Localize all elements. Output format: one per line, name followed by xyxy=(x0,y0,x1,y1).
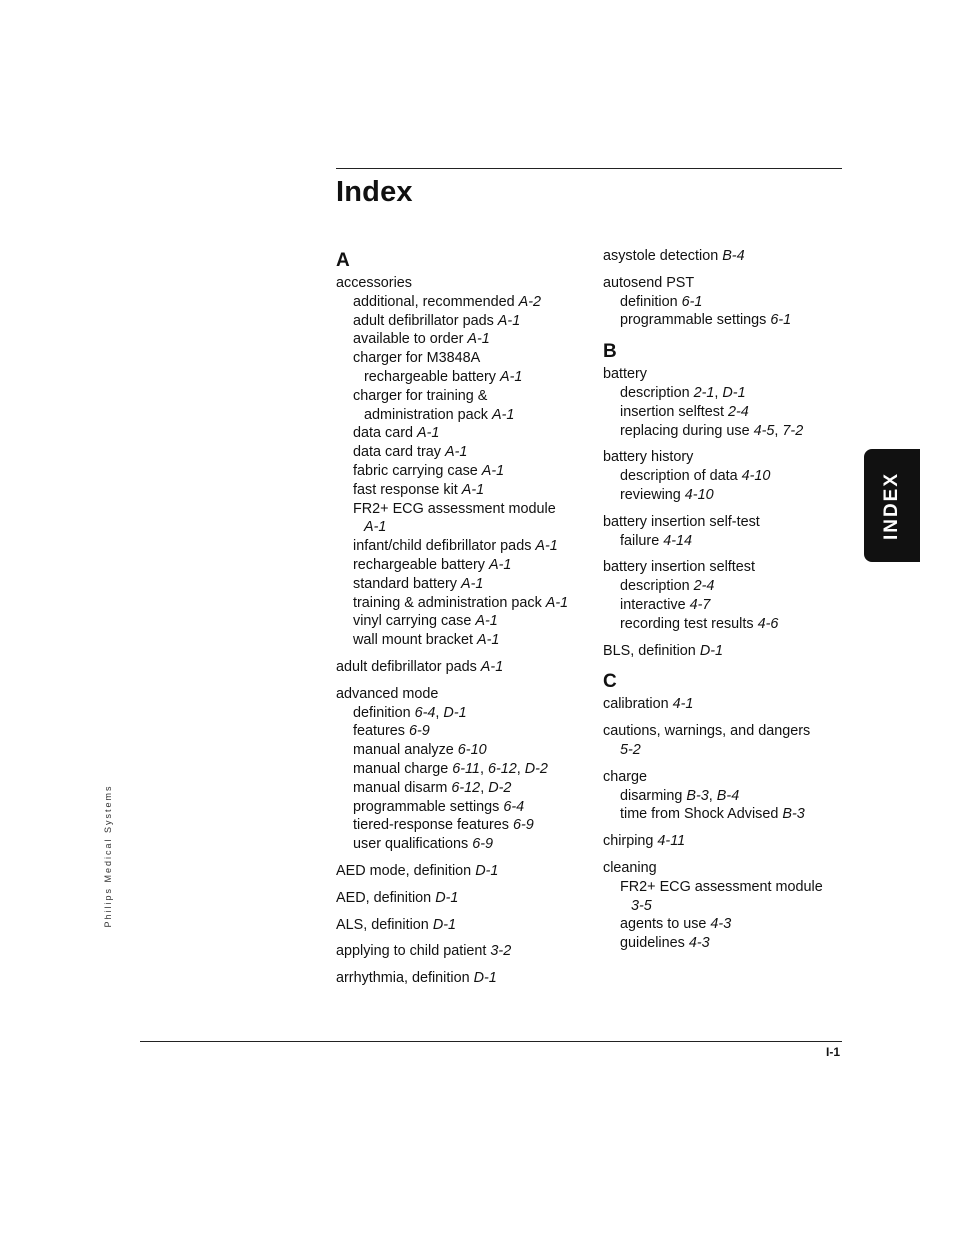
publisher-label: Philips Medical Systems xyxy=(103,784,113,928)
index-term-text: fast response kit xyxy=(353,481,462,498)
index-subterm xyxy=(603,878,853,897)
index-subterm xyxy=(336,518,591,537)
page-reference-link[interactable]: 6-12 xyxy=(451,779,481,796)
index-term-text: description xyxy=(620,384,694,401)
index-term-text: BLS, definition xyxy=(603,642,700,659)
index-term-text: cautions, warnings, and dangers xyxy=(603,723,811,740)
index-term-text: failure xyxy=(620,532,664,549)
index-term xyxy=(603,859,853,878)
index-subterm: manual charge 6-11, 6-12, D-2 xyxy=(353,760,548,777)
index-entry xyxy=(336,685,591,854)
page-reference-link[interactable]: A-1 xyxy=(491,406,515,423)
index-term-text: description xyxy=(620,578,694,595)
page-reference-link[interactable]: 2-4 xyxy=(693,578,715,595)
index-subterm xyxy=(336,537,591,556)
index-term-text: description of data xyxy=(620,468,742,485)
page-reference-link[interactable]: 6-9 xyxy=(472,836,493,853)
page-reference-link[interactable]: D-2 xyxy=(488,779,512,796)
page-reference-link[interactable]: 4-6 xyxy=(757,615,779,632)
page-reference-link[interactable]: D-1 xyxy=(432,916,457,933)
index-entry xyxy=(603,768,853,824)
page-reference-link[interactable]: A-1 xyxy=(461,575,484,592)
index-subterm xyxy=(603,741,853,760)
index-entry xyxy=(603,513,853,551)
index-term xyxy=(336,862,591,881)
index-term-text: manual charge xyxy=(353,760,453,777)
page-reference-link[interactable]: B-4 xyxy=(716,787,740,804)
page-reference-link[interactable]: B-4 xyxy=(722,248,745,264)
index-subterm xyxy=(603,934,853,953)
index-subterm xyxy=(336,481,591,500)
index-term-text: FR2+ ECG assessment module xyxy=(620,878,823,895)
page-reference-link[interactable]: B-3 xyxy=(782,806,805,823)
page-reference-link[interactable]: 4-3 xyxy=(710,916,732,933)
index-term xyxy=(336,969,591,988)
page-reference-link[interactable]: A-1 xyxy=(461,481,485,498)
page-reference-link[interactable]: 2-1 xyxy=(693,384,715,401)
index-term-text: battery insertion self-test xyxy=(603,513,760,530)
page-title: Index xyxy=(336,176,413,208)
index-subterm: replacing during use 4-5, 7-2 xyxy=(620,422,804,439)
index-term xyxy=(603,247,853,266)
page-reference-link[interactable]: 6-4 xyxy=(414,704,436,721)
index-entry xyxy=(603,642,853,661)
index-subterm xyxy=(336,406,591,425)
index-entry xyxy=(336,916,591,935)
index-term-text: vinyl carrying case xyxy=(353,613,476,630)
index-subterm xyxy=(336,312,591,331)
page-reference-link[interactable]: D-2 xyxy=(524,760,548,777)
index-term xyxy=(336,658,591,677)
page-reference-link[interactable]: D-1 xyxy=(699,642,724,659)
index-entry xyxy=(603,832,853,851)
index-term xyxy=(603,722,853,741)
index-term xyxy=(336,274,591,293)
page-reference-link[interactable]: A-1 xyxy=(417,425,440,442)
index-subterm: disarming B-3, B-4 xyxy=(620,787,740,804)
page-reference-link[interactable]: 4-7 xyxy=(689,596,711,613)
index-term-text: available to order xyxy=(353,331,468,348)
index-term-text: agents to use xyxy=(620,916,711,933)
page-reference-link[interactable]: A-1 xyxy=(545,594,569,611)
index-entry xyxy=(603,859,853,953)
page-reference-link[interactable]: D-1 xyxy=(443,704,467,721)
page-reference-link[interactable]: A-1 xyxy=(500,368,523,385)
index-subterm xyxy=(603,915,853,934)
index-term-text: battery xyxy=(603,366,647,383)
index-subterm xyxy=(336,575,591,594)
index-term-text: recording test results xyxy=(620,615,758,632)
index-term-text: AED mode, definition xyxy=(336,862,476,879)
index-subterm xyxy=(603,467,853,486)
page-reference-link[interactable]: 4-10 xyxy=(741,468,771,485)
index-term-text: advanced mode xyxy=(336,685,439,702)
page-reference-link[interactable]: D-1 xyxy=(473,970,497,987)
index-term-text: data card xyxy=(353,425,417,442)
index-term xyxy=(603,558,853,577)
index-subterm xyxy=(336,722,591,741)
index-entry xyxy=(603,274,853,330)
index-term-text: infant/child defibrillator pads xyxy=(353,538,536,555)
index-letter-heading: B xyxy=(603,341,617,363)
page-reference-link[interactable]: 4-1 xyxy=(672,696,694,713)
index-tab-label: INDEX xyxy=(881,471,902,540)
page-reference-link[interactable]: 6-1 xyxy=(770,312,792,329)
index-subterm xyxy=(336,424,591,443)
page-reference-link[interactable]: A-1 xyxy=(445,444,468,461)
index-subterm xyxy=(603,311,853,330)
page-reference-link[interactable]: 6-11 xyxy=(452,760,480,777)
page-reference-link[interactable]: A-1 xyxy=(364,519,387,536)
index-term-text: user qualifications xyxy=(353,836,473,853)
page-reference-link[interactable]: 3-2 xyxy=(490,943,512,960)
index-subterm: description 2-1, D-1 xyxy=(620,384,746,401)
index-term-text: autosend PST xyxy=(603,274,695,291)
index-subterm xyxy=(336,293,591,312)
index-entry xyxy=(336,658,591,677)
index-entry xyxy=(336,942,591,961)
index-letter-heading: A xyxy=(336,250,350,271)
page-reference-link[interactable]: 6-12 xyxy=(487,760,517,777)
index-subterm xyxy=(336,631,591,650)
index-term-text: additional, recommended xyxy=(353,293,519,310)
page-reference-link[interactable]: A-1 xyxy=(467,331,490,348)
page-reference-link[interactable]: 4-14 xyxy=(663,532,693,549)
index-subterm xyxy=(336,349,591,368)
index-term-text: charge xyxy=(603,768,648,785)
index-subterm xyxy=(336,500,591,519)
page-number: I-1 xyxy=(825,1045,840,1059)
index-term-text: guidelines xyxy=(620,935,689,952)
index-entry xyxy=(336,274,591,650)
index-subterm xyxy=(336,368,591,387)
index-term-text: replacing during use xyxy=(620,422,754,439)
index-column-right xyxy=(603,247,853,961)
index-term xyxy=(603,448,853,467)
page-reference-link[interactable]: 4-10 xyxy=(684,486,714,503)
index-term xyxy=(603,695,853,714)
index-subterm xyxy=(336,330,591,349)
page-reference-link[interactable]: A-1 xyxy=(489,556,512,573)
index-entry xyxy=(603,695,853,714)
index-term xyxy=(603,768,853,787)
index-entry xyxy=(603,722,853,760)
index-subterm: manual disarm 6-12, D-2 xyxy=(353,779,512,796)
index-subterm xyxy=(603,577,853,596)
page-reference-link[interactable]: A-1 xyxy=(481,462,505,479)
index-term xyxy=(603,832,853,851)
index-subterm xyxy=(336,443,591,462)
index-term-text: programmable settings xyxy=(353,798,504,815)
index-term-text: AED, definition xyxy=(336,889,436,906)
index-term-text: rechargeable battery xyxy=(353,556,489,573)
index-term-text: adult defibrillator pads xyxy=(336,658,481,675)
index-term-text: training & administration pack xyxy=(353,594,546,611)
index-term-text: definition xyxy=(620,293,682,310)
page-reference-link[interactable]: B-3 xyxy=(686,787,709,804)
index-term-text: rechargeable battery xyxy=(364,368,500,385)
page-reference-link[interactable]: 6-9 xyxy=(409,723,430,740)
index-subterm xyxy=(336,556,591,575)
page-reference-link[interactable]: A-1 xyxy=(476,632,500,649)
index-subterm xyxy=(603,486,853,505)
index-entry xyxy=(603,558,853,633)
index-term xyxy=(336,685,591,704)
index-term-text: FR2+ ECG assessment module xyxy=(353,500,556,517)
index-term-text: wall mount bracket xyxy=(353,632,477,649)
index-term-text: chirping xyxy=(603,833,658,850)
index-term-text: programmable settings xyxy=(620,312,771,329)
page-reference-link[interactable]: 2-4 xyxy=(727,403,749,420)
index-term-text: insertion selftest xyxy=(620,403,728,420)
index-term-text: battery history xyxy=(603,449,694,466)
index-term-text: cleaning xyxy=(603,859,657,876)
index-term-text: time from Shock Advised xyxy=(620,806,783,823)
index-entry xyxy=(336,889,591,908)
page-reference-link[interactable]: 6-4 xyxy=(503,798,525,815)
index-term-text: adult defibrillator pads xyxy=(353,312,498,329)
page-reference-link[interactable]: A-1 xyxy=(480,658,504,675)
index-term-text: disarming xyxy=(620,787,687,804)
index-term-text: manual analyze xyxy=(353,742,458,759)
index-subterm xyxy=(603,615,853,634)
index-term-text: ALS, definition xyxy=(336,916,433,933)
page-reference-link[interactable]: 6-1 xyxy=(681,293,703,310)
index-term-text: applying to child patient xyxy=(336,943,491,960)
index-subterm xyxy=(603,532,853,551)
page-reference-link[interactable]: 6-10 xyxy=(457,742,487,759)
index-term-text: tiered-response features xyxy=(353,817,513,834)
page-reference-link[interactable]: 4-11 xyxy=(657,833,686,850)
page-reference-link[interactable]: D-1 xyxy=(722,384,746,401)
index-term-text: battery insertion selftest xyxy=(603,559,755,576)
page-reference-link[interactable]: D-1 xyxy=(435,889,459,906)
index-term-text: standard battery xyxy=(353,575,461,592)
index-subterm xyxy=(336,387,591,406)
index-subterm xyxy=(603,805,853,824)
index-term-text: definition xyxy=(353,704,415,721)
index-entry xyxy=(336,969,591,988)
page-reference-link[interactable]: A-2 xyxy=(518,293,541,310)
index-term xyxy=(336,916,591,935)
index-term xyxy=(603,513,853,532)
index-letter-heading: C xyxy=(603,671,617,693)
index-entry xyxy=(603,448,853,504)
index-term xyxy=(336,889,591,908)
index-subterm xyxy=(336,594,591,613)
page-reference-link[interactable]: 4-3 xyxy=(688,935,710,952)
index-subterm xyxy=(603,596,853,615)
index-section-tab[interactable] xyxy=(864,449,920,562)
index-subterm xyxy=(336,816,591,835)
index-term-text: data card tray xyxy=(353,444,445,461)
page-reference-link[interactable]: A-1 xyxy=(535,538,558,555)
index-term-text: interactive xyxy=(620,596,690,613)
index-term-text: charger for M3848A xyxy=(353,350,481,367)
index-term-text: administration pack xyxy=(364,406,492,423)
index-term-text: reviewing xyxy=(620,486,685,503)
index-term xyxy=(336,942,591,961)
index-column-left xyxy=(336,247,591,996)
page-reference-link[interactable]: A-1 xyxy=(497,312,521,329)
index-subterm xyxy=(336,741,591,760)
index-term-text: calibration xyxy=(603,696,673,713)
page-reference-link[interactable]: 7-2 xyxy=(782,422,804,439)
index-subterm xyxy=(336,835,591,854)
top-rule xyxy=(336,168,842,169)
page-reference-link[interactable]: A-1 xyxy=(475,613,498,630)
index-term-text: manual disarm xyxy=(353,779,452,796)
page-reference-link[interactable]: 6-9 xyxy=(512,817,534,834)
index-term xyxy=(603,274,853,293)
page-reference-link[interactable]: D-1 xyxy=(475,862,499,879)
index-term-text: features xyxy=(353,723,409,740)
index-subterm: definition 6-4, D-1 xyxy=(353,704,467,721)
index-entry xyxy=(603,247,853,266)
index-term-text: fabric carrying case xyxy=(353,462,482,479)
page-reference-link[interactable]: 5-2 xyxy=(620,741,641,758)
bottom-rule xyxy=(140,1041,842,1042)
index-subterm xyxy=(336,462,591,481)
index-subterm xyxy=(603,403,853,422)
index-term xyxy=(603,365,853,384)
index-term-text: accessories xyxy=(336,275,412,291)
index-entry xyxy=(603,365,853,440)
index-subterm xyxy=(603,293,853,312)
index-entry xyxy=(336,862,591,881)
page-reference-link[interactable]: 3-5 xyxy=(631,897,652,914)
page-reference-link[interactable]: 4-5 xyxy=(753,422,775,439)
index-term-text: charger for training & xyxy=(353,387,488,404)
index-subterm xyxy=(336,612,591,631)
index-subterm xyxy=(336,798,591,817)
index-term xyxy=(603,642,853,661)
index-term-text: arrhythmia, definition xyxy=(336,970,474,987)
index-subterm xyxy=(603,897,853,916)
index-term-text: asystole detection xyxy=(603,248,723,264)
